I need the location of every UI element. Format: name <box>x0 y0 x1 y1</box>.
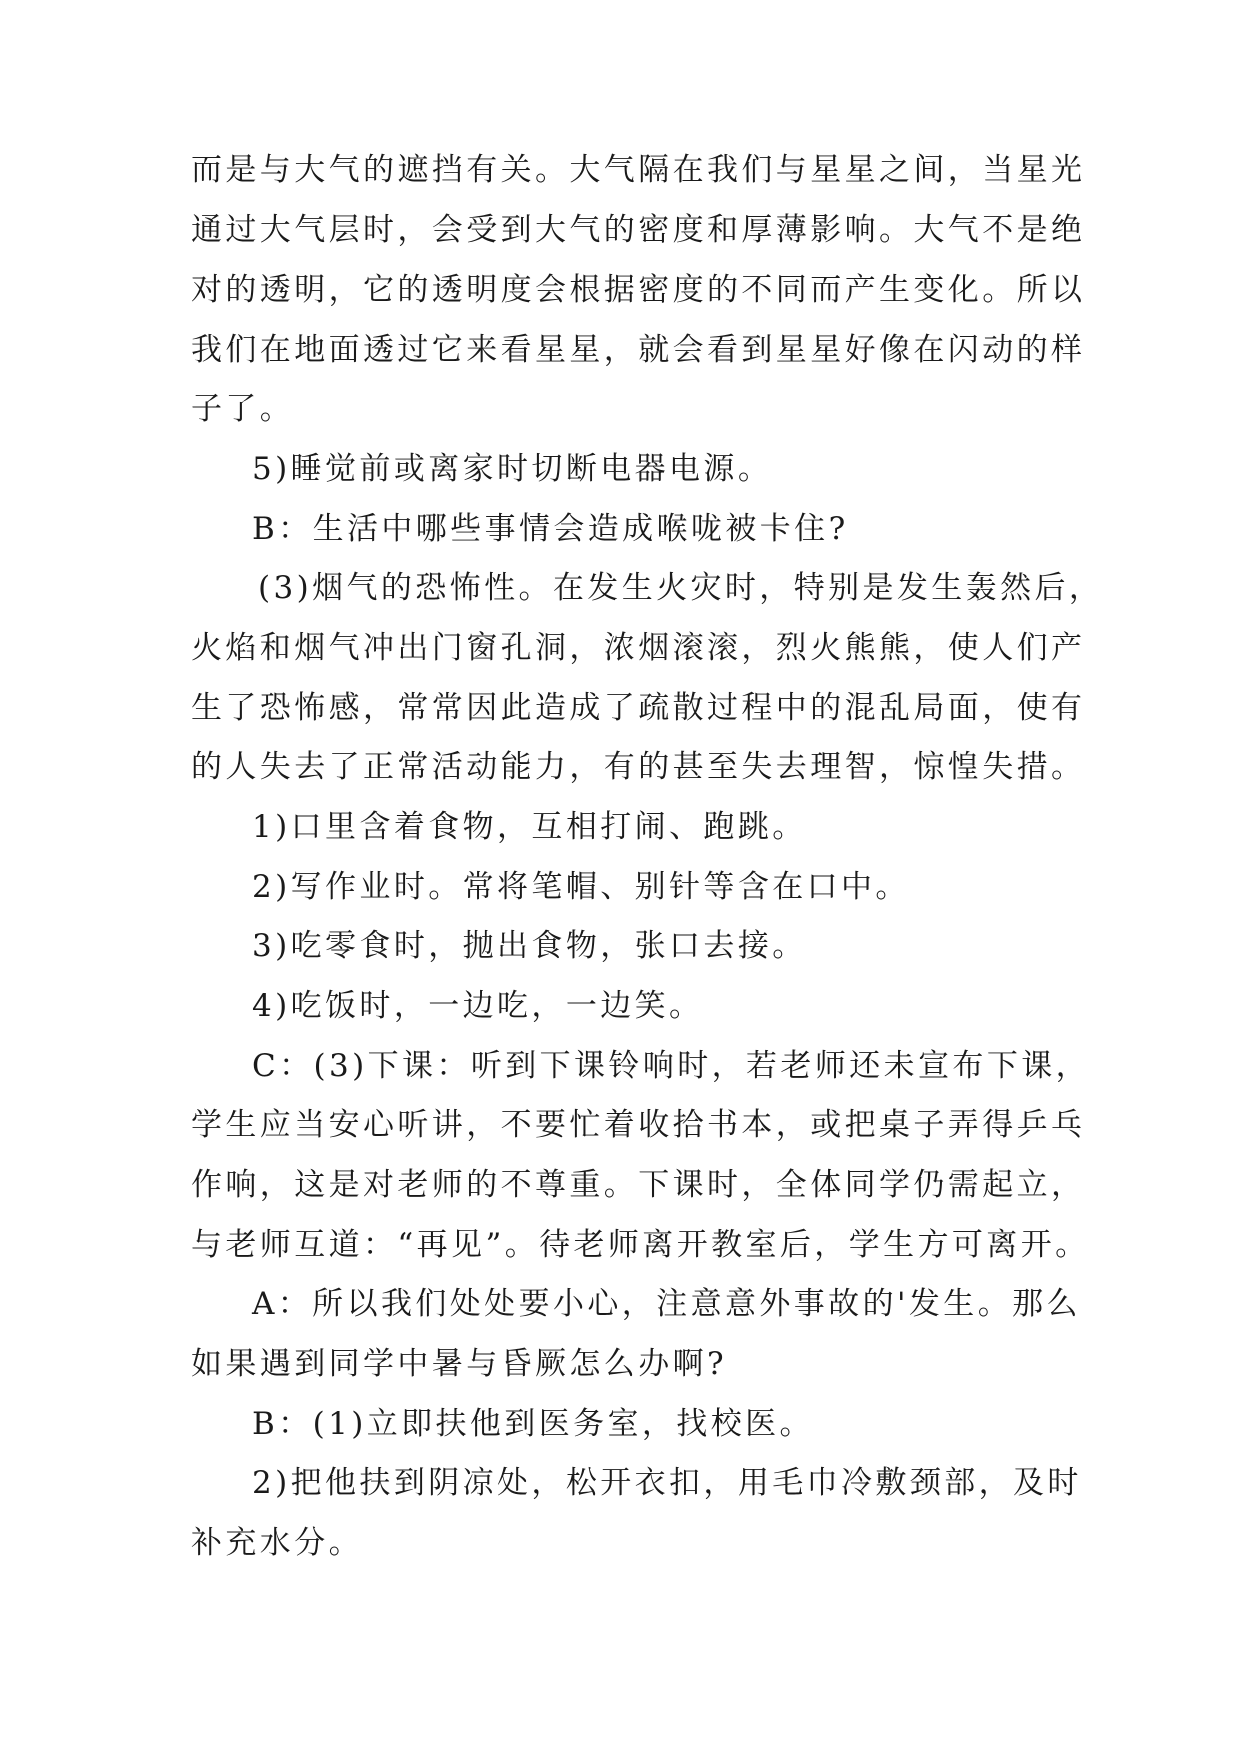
text-line: 我们在地面透过它来看星星，就会看到星星好像在闪动的样 <box>191 332 1086 368</box>
text-line: 与老师互道：“再见”。待老师离开教室后，学生方可离开。 <box>191 1227 1090 1263</box>
text-line: 5)睡觉前或离家时切断电器电源。 <box>252 451 773 487</box>
text-line: 2)写作业时。常将笔帽、别针等含在口中。 <box>252 869 910 905</box>
text-line: 生了恐怖感，常常因此造成了疏散过程中的混乱局面，使有 <box>191 690 1086 726</box>
text-line: 1)口里含着食物，互相打闹、跑跳。 <box>252 809 807 845</box>
text-line: 3)吃零食时，抛出食物，张口去接。 <box>252 928 807 964</box>
text-line: 而是与大气的遮挡有关。大气隔在我们与星星之间，当星光 <box>191 152 1086 188</box>
text-line: 学生应当安心听讲，不要忙着收拾书本，或把桌子弄得乒乓 <box>191 1107 1086 1143</box>
text-line: B：(1)立即扶他到医务室，找校医。 <box>252 1406 814 1442</box>
text-line: 如果遇到同学中暑与昏厥怎么办啊? <box>191 1346 728 1382</box>
text-line: 补充水分。 <box>191 1525 363 1561</box>
text-line: 对的透明，它的透明度会根据密度的不同而产生变化。所以 <box>191 272 1086 308</box>
text-line: B：生活中哪些事情会造成喉咙被卡住? <box>252 511 849 547</box>
text-line: 火焰和烟气冲出门窗孔洞，浓烟滚滚，烈火熊熊，使人们产 <box>191 630 1086 666</box>
text-line: 作响，这是对老师的不尊重。下课时，全体同学仍需起立， <box>191 1167 1086 1203</box>
text-line: A：所以我们处处要小心，注意意外事故的'发生。那么 <box>252 1286 1081 1322</box>
text-line: 4)吃饭时，一边吃，一边笑。 <box>252 988 704 1024</box>
text-line: C：(3)下课：听到下课铃响时，若老师还未宣布下课， <box>252 1048 1091 1084</box>
text-line: 子了。 <box>191 391 295 427</box>
text-line: 2)把他扶到阴凉处，松开衣扣，用毛巾冷敷颈部，及时 <box>252 1465 1082 1501</box>
text-line: 通过大气层时，会受到大气的密度和厚薄影响。大气不是绝 <box>191 212 1086 248</box>
text-line: 的人失去了正常活动能力，有的甚至失去理智，惊惶失措。 <box>191 749 1086 785</box>
text-line: (3)烟气的恐怖性。在发生火灾时，特别是发生轰然后， <box>258 570 1104 606</box>
